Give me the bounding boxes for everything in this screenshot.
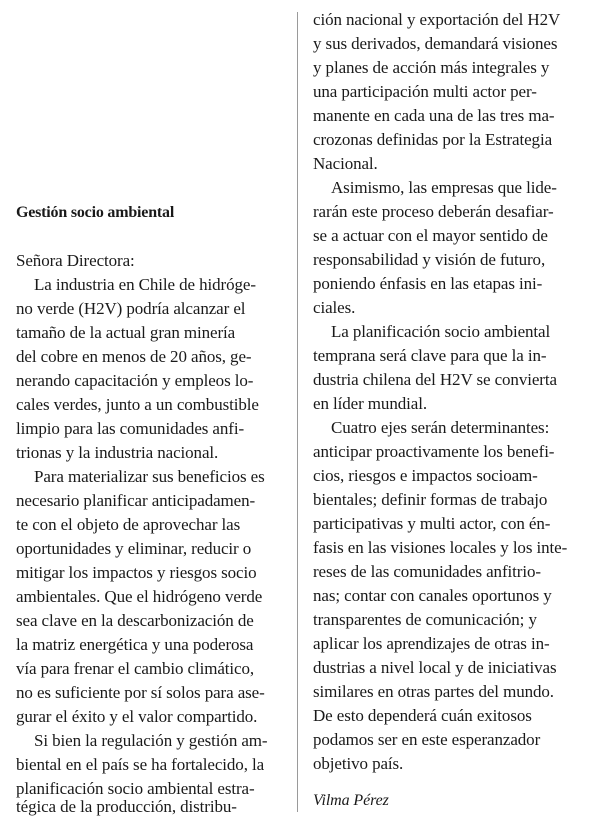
text-line: no verde (H2V) podría alcanzar el bbox=[16, 299, 246, 318]
text-line: Cuatro ejes serán determinantes: bbox=[331, 418, 550, 437]
text-line: manente en cada una de las tres ma- bbox=[313, 106, 555, 125]
text-line: fasis en las visiones locales y los inte- bbox=[313, 538, 568, 557]
text-line: Para materializar sus beneficios es bbox=[34, 467, 265, 486]
text-line: rarán este proceso deberán desafiar- bbox=[313, 202, 554, 221]
text-line: limpio para las comunidades anfi- bbox=[16, 419, 245, 438]
text-line: Nacional. bbox=[313, 154, 378, 173]
text-line: no es suficiente por sí solos para ase- bbox=[16, 683, 265, 702]
text-line: en líder mundial. bbox=[313, 394, 427, 413]
text-line: del cobre en menos de 20 años, ge- bbox=[16, 347, 252, 366]
text-line: cales verdes, junto a un combustible bbox=[16, 395, 259, 414]
column-divider bbox=[297, 12, 298, 812]
signature: Vilma Pérez bbox=[313, 792, 389, 809]
text-line: La planificación socio ambiental bbox=[331, 322, 551, 341]
text-line: una participación multi actor per- bbox=[313, 82, 537, 101]
text-line: dustria chilena del H2V se convierta bbox=[313, 370, 557, 389]
text-line: bientales; definir formas de trabajo bbox=[313, 490, 548, 509]
letter-heading: Gestión socio ambiental bbox=[16, 204, 175, 221]
text-line: participativas y multi actor, con én- bbox=[313, 514, 551, 533]
text-line: Si bien la regulación y gestión am- bbox=[34, 731, 268, 750]
text-line: temprana será clave para que la in- bbox=[313, 346, 547, 365]
text-line: y planes de acción más integrales y bbox=[313, 58, 550, 77]
text-line: ción nacional y exportación del H2V bbox=[313, 10, 561, 29]
text-line: tégica de la producción, distribu- bbox=[16, 797, 237, 816]
text-line: necesario planificar anticipadamen- bbox=[16, 491, 256, 510]
text-line: sea clave en la descarbonización de bbox=[16, 611, 254, 630]
text-line: anticipar proactivamente los benefi- bbox=[313, 442, 555, 461]
text-line: biental en el país se ha fortalecido, la bbox=[16, 755, 265, 774]
text-line: poniendo énfasis en las etapas ini- bbox=[313, 274, 543, 293]
text-line: tamaño de la actual gran minería bbox=[16, 323, 236, 342]
text-line: podamos ser en este esperanzador bbox=[313, 730, 541, 749]
text-line: reses de las comunidades anfitrio- bbox=[313, 562, 541, 581]
text-line: responsabilidad y visión de futuro, bbox=[313, 250, 546, 269]
text-line: y sus derivados, demandará visiones bbox=[313, 34, 558, 53]
text-line: vía para frenar el cambio climático, bbox=[16, 659, 255, 678]
text-line: se a actuar con el mayor sentido de bbox=[313, 226, 548, 245]
text-line: aplicar los aprendizajes de otras in- bbox=[313, 634, 550, 653]
text-line: mitigar los impactos y riesgos socio bbox=[16, 563, 257, 582]
text-line: La industria en Chile de hidróge- bbox=[34, 275, 256, 294]
text-line: gurar el éxito y el valor compartido. bbox=[16, 707, 258, 726]
text-line: nerando capacitación y empleos lo- bbox=[16, 371, 254, 390]
text-line: oportunidades y eliminar, reducir o bbox=[16, 539, 252, 558]
text-line: crozonas definidas por la Estrategia bbox=[313, 130, 553, 149]
text-line: cios, riesgos e impactos socioam- bbox=[313, 466, 538, 485]
text-line: planificación socio ambiental estra- bbox=[16, 779, 255, 798]
text-line: te con el objeto de aprovechar las bbox=[16, 515, 241, 534]
text-line: trionas y la industria nacional. bbox=[16, 443, 219, 462]
text-line: ciales. bbox=[313, 298, 356, 317]
text-line: transparentes de comunicación; y bbox=[313, 610, 537, 629]
text-line: Asimismo, las empresas que lide- bbox=[331, 178, 557, 197]
text-line: dustrias a nivel local y de iniciativas bbox=[313, 658, 557, 677]
text-line: nas; contar con canales oportunos y bbox=[313, 586, 552, 605]
text-line: la matriz energética y una poderosa bbox=[16, 635, 254, 654]
text-line: ambientales. Que el hidrógeno verde bbox=[16, 587, 263, 606]
text-line: objetivo país. bbox=[313, 754, 404, 773]
salutation: Señora Directora: bbox=[16, 251, 135, 270]
text-line: similares en otras partes del mundo. bbox=[313, 682, 554, 701]
text-line: De esto dependerá cuán exitosos bbox=[313, 706, 532, 725]
